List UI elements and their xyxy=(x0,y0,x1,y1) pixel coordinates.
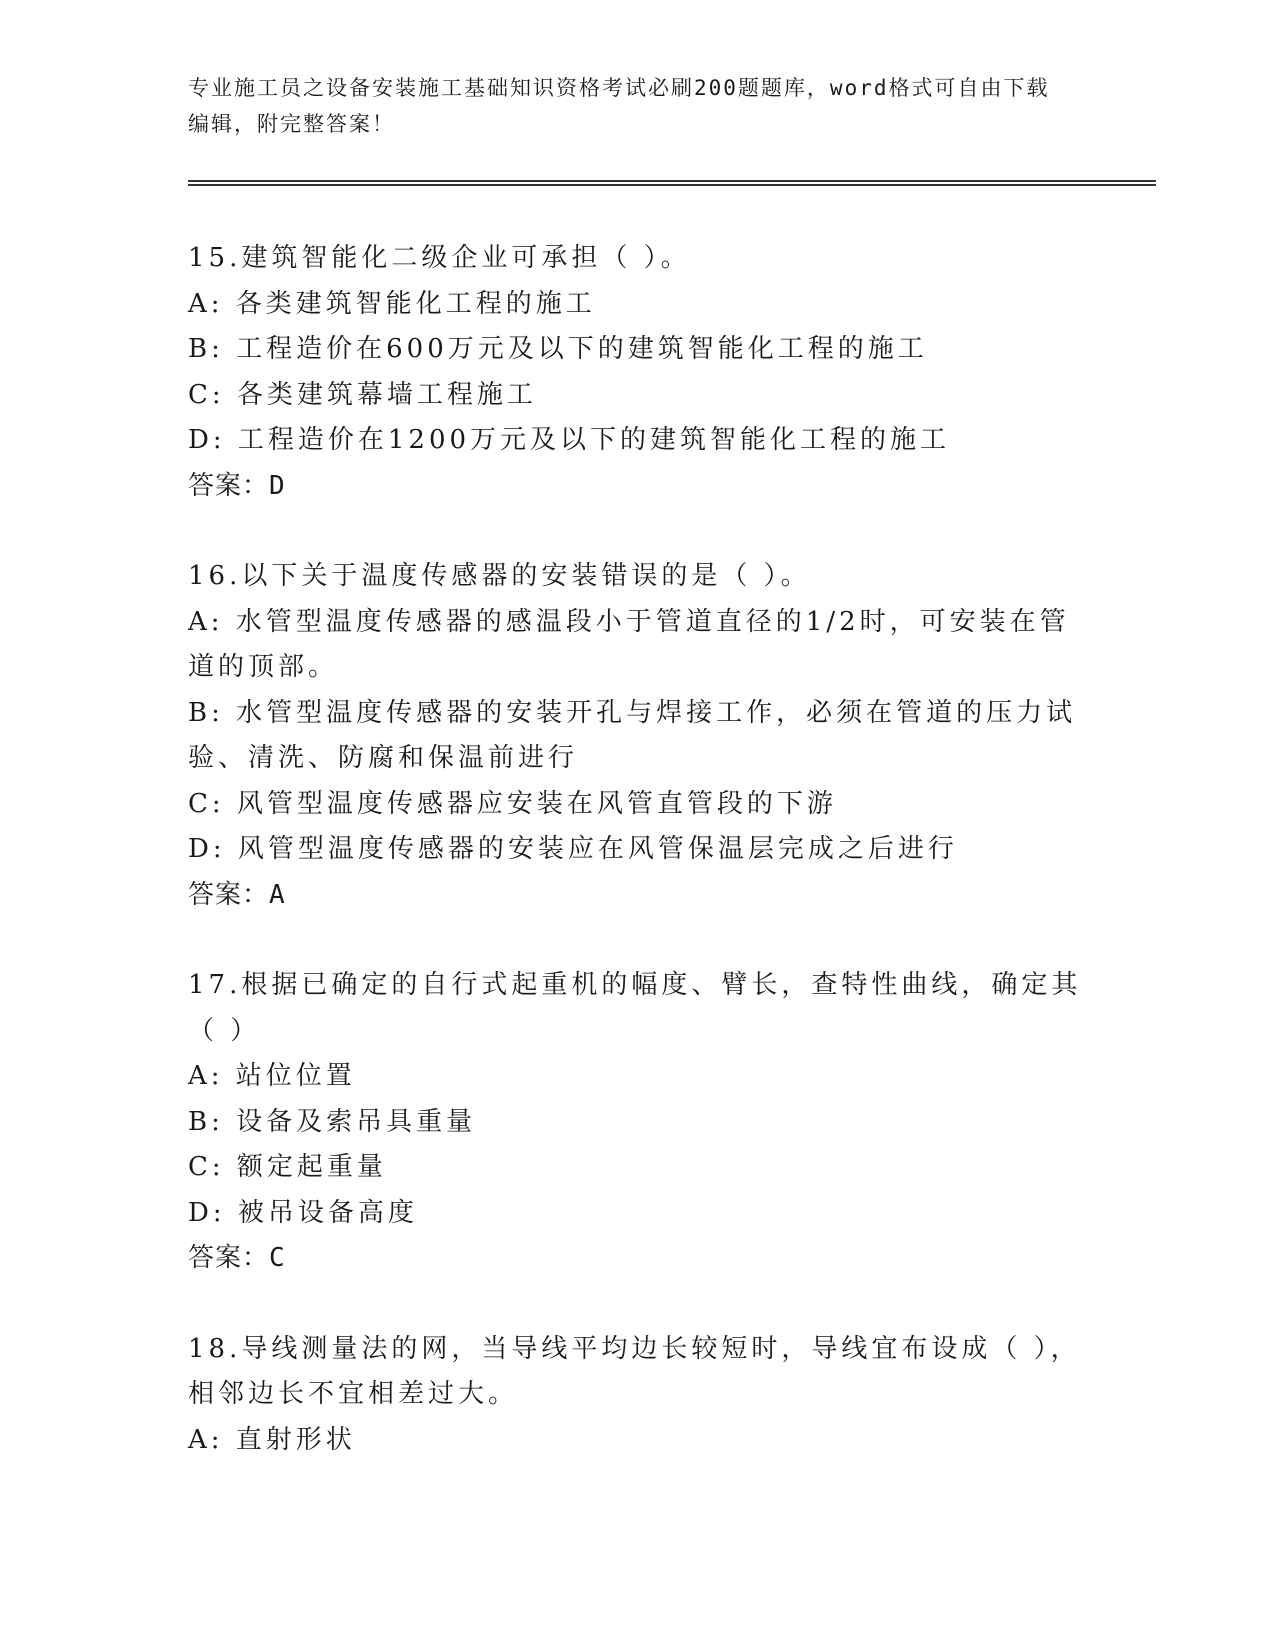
option-d: D: 工程造价在1200万元及以下的建筑智能化工程的施工 xyxy=(188,425,951,455)
option-b: B: 设备及索吊具重量 xyxy=(188,1106,477,1137)
answer-line: 答案：A xyxy=(188,879,286,910)
option-d: D: 风管型温度传感器的安装应在风管保温层完成之后进行 xyxy=(188,834,958,864)
question-stem: 17.根据已确定的自行式起重机的幅度、臂长，查特性曲线，确定其（ ） xyxy=(188,970,1082,1046)
question-item xyxy=(188,554,1088,918)
option-c: C: 风管型温度传感器应安装在风管直管段的下游 xyxy=(188,788,837,819)
option-d: D: 被吊设备高度 xyxy=(188,1197,418,1228)
question-list xyxy=(188,236,1088,1508)
option-a: A: 直射形状 xyxy=(188,1424,356,1455)
option-b: B: 水管型温度传感器的安装开孔与焊接工作，必须在管道的压力试验、清洗、防腐和保温前进行 xyxy=(188,697,1077,773)
question-stem: 16.以下关于温度传感器的安装错误的是（ ）。 xyxy=(188,561,811,591)
option-c: C: 各类建筑幕墙工程施工 xyxy=(188,379,537,410)
header-divider xyxy=(188,180,1156,182)
answer-line: 答案：C xyxy=(188,1243,286,1273)
question-item xyxy=(188,236,1088,509)
option-c: C: 额定起重量 xyxy=(188,1152,387,1182)
option-a: A: 站位位置 xyxy=(188,1061,356,1091)
document-header: 专业施工员之设备安装施工基础知识资格考试必刷200题题库，word格式可自由下载编辑，附完整答案！ xyxy=(188,76,1050,136)
question-item xyxy=(188,1327,1088,1464)
header-divider-secondary xyxy=(188,184,1156,186)
question-stem: 18.导线测量法的网，当导线平均边长较短时，导线宜布设成（ ），相邻边长不宜相差过大。 xyxy=(188,1333,1081,1409)
answer-line: 答案：D xyxy=(188,470,286,501)
question-item xyxy=(188,963,1088,1282)
question-stem: 15.建筑智能化二级企业可承担（ ）。 xyxy=(188,243,691,273)
option-a: A: 水管型温度传感器的感温段小于管道直径的1/2时，可安装在管道的顶部。 xyxy=(188,606,1070,682)
option-a: A: 各类建筑智能化工程的施工 xyxy=(188,288,596,319)
option-b: B: 工程造价在600万元及以下的建筑智能化工程的施工 xyxy=(188,334,928,364)
